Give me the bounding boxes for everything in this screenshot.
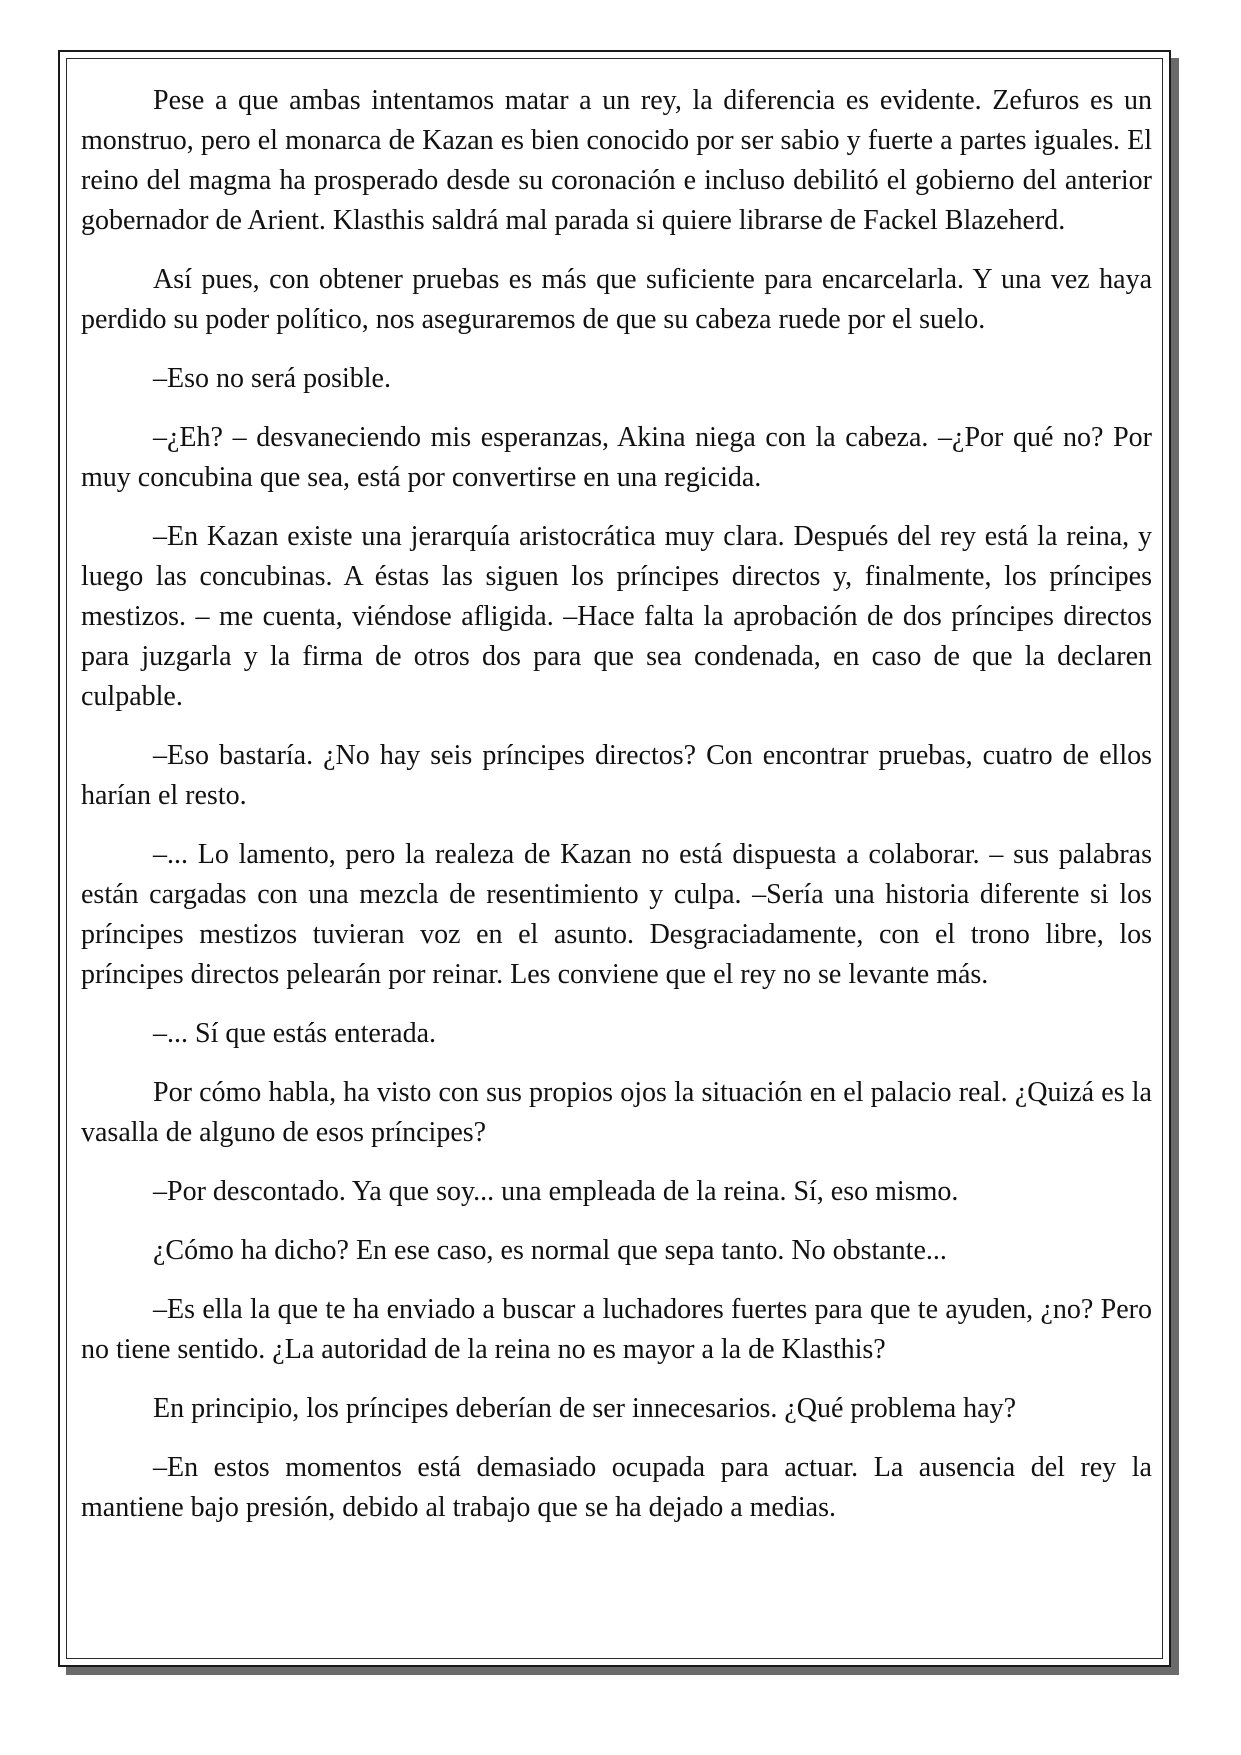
page-frame <box>58 50 1171 1667</box>
paragraph: Así pues, con obtener pruebas es más que suficiente para encarcelarla. Y una vez haya perdido su poder político, nos aseguraremos de que su cabeza ruede por el suelo. <box>81 264 1152 335</box>
paragraph: –... Lo lamento, pero la realeza de Kazan no está dispuesta a colaborar. – sus palabras están cargadas con una mezcla de resentimiento y culpa. –Sería una historia diferente si los príncipes mestizos tuvieran voz en el asunto. Desgraciadamente, con el trono libre, los príncipes directos pelearán por reinar. Les conviene que el rey no se levante más. <box>81 839 1152 990</box>
paragraph: –En estos momentos está demasiado ocupada para actuar. La ausencia del rey la mantiene bajo presión, debido al trabajo que se ha dejado a medias. <box>81 1452 1152 1523</box>
paragraph: –Eso no será posible. <box>153 363 391 394</box>
body-text <box>81 81 1152 1528</box>
paragraph: Pese a que ambas intentamos matar a un rey, la diferencia es evidente. Zefuros es un monstruo, pero el monarca de Kazan es bien conocido por ser sabio y fuerte a partes iguales. El reino del magma ha prosperado desde su coronación e incluso debilitó el gobierno del anterior gobernador de Arient. Klasthis saldrá mal parada si quiere librarse de Fackel Blazeherd. <box>81 85 1152 236</box>
page-frame-inner-border <box>66 58 1163 1659</box>
paragraph: –Es ella la que te ha enviado a buscar a luchadores fuertes para que te ayuden, ¿no? Pero no tiene sentido. ¿La autoridad de la reina no es mayor a la de Klasthis? <box>81 1294 1152 1365</box>
paragraph: Por cómo habla, ha visto con sus propios ojos la situación en el palacio real. ¿Quizá es la vasalla de alguno de esos príncipes? <box>81 1077 1152 1148</box>
paragraph: –En Kazan existe una jerarquía aristocrática muy clara. Después del rey está la reina, y luego las concubinas. A éstas las siguen los príncipes directos y, finalmente, los príncipes mestizos. – me cuenta, viéndose afligida. –Hace falta la aprobación de dos príncipes directos para juzgarla y la firma de otros dos para que sea condenada, en caso de que la declaren culpable. <box>81 521 1152 712</box>
paragraph: –Eso bastaría. ¿No hay seis príncipes directos? Con encontrar pruebas, cuatro de ellos harían el resto. <box>81 740 1152 811</box>
paragraph: En principio, los príncipes deberían de ser innecesarios. ¿Qué problema hay? <box>153 1393 1017 1424</box>
paragraph: –¿Eh? – desvaneciendo mis esperanzas, Akina niega con la cabeza. –¿Por qué no? Por muy concubina que sea, está por convertirse en una regicida. <box>81 422 1152 493</box>
paragraph: ¿Cómo ha dicho? En ese caso, es normal que sepa tanto. No obstante... <box>153 1235 947 1266</box>
paragraph: –... Sí que estás enterada. <box>153 1018 437 1049</box>
paragraph: –Por descontado. Ya que soy... una empleada de la reina. Sí, eso mismo. <box>153 1176 959 1207</box>
